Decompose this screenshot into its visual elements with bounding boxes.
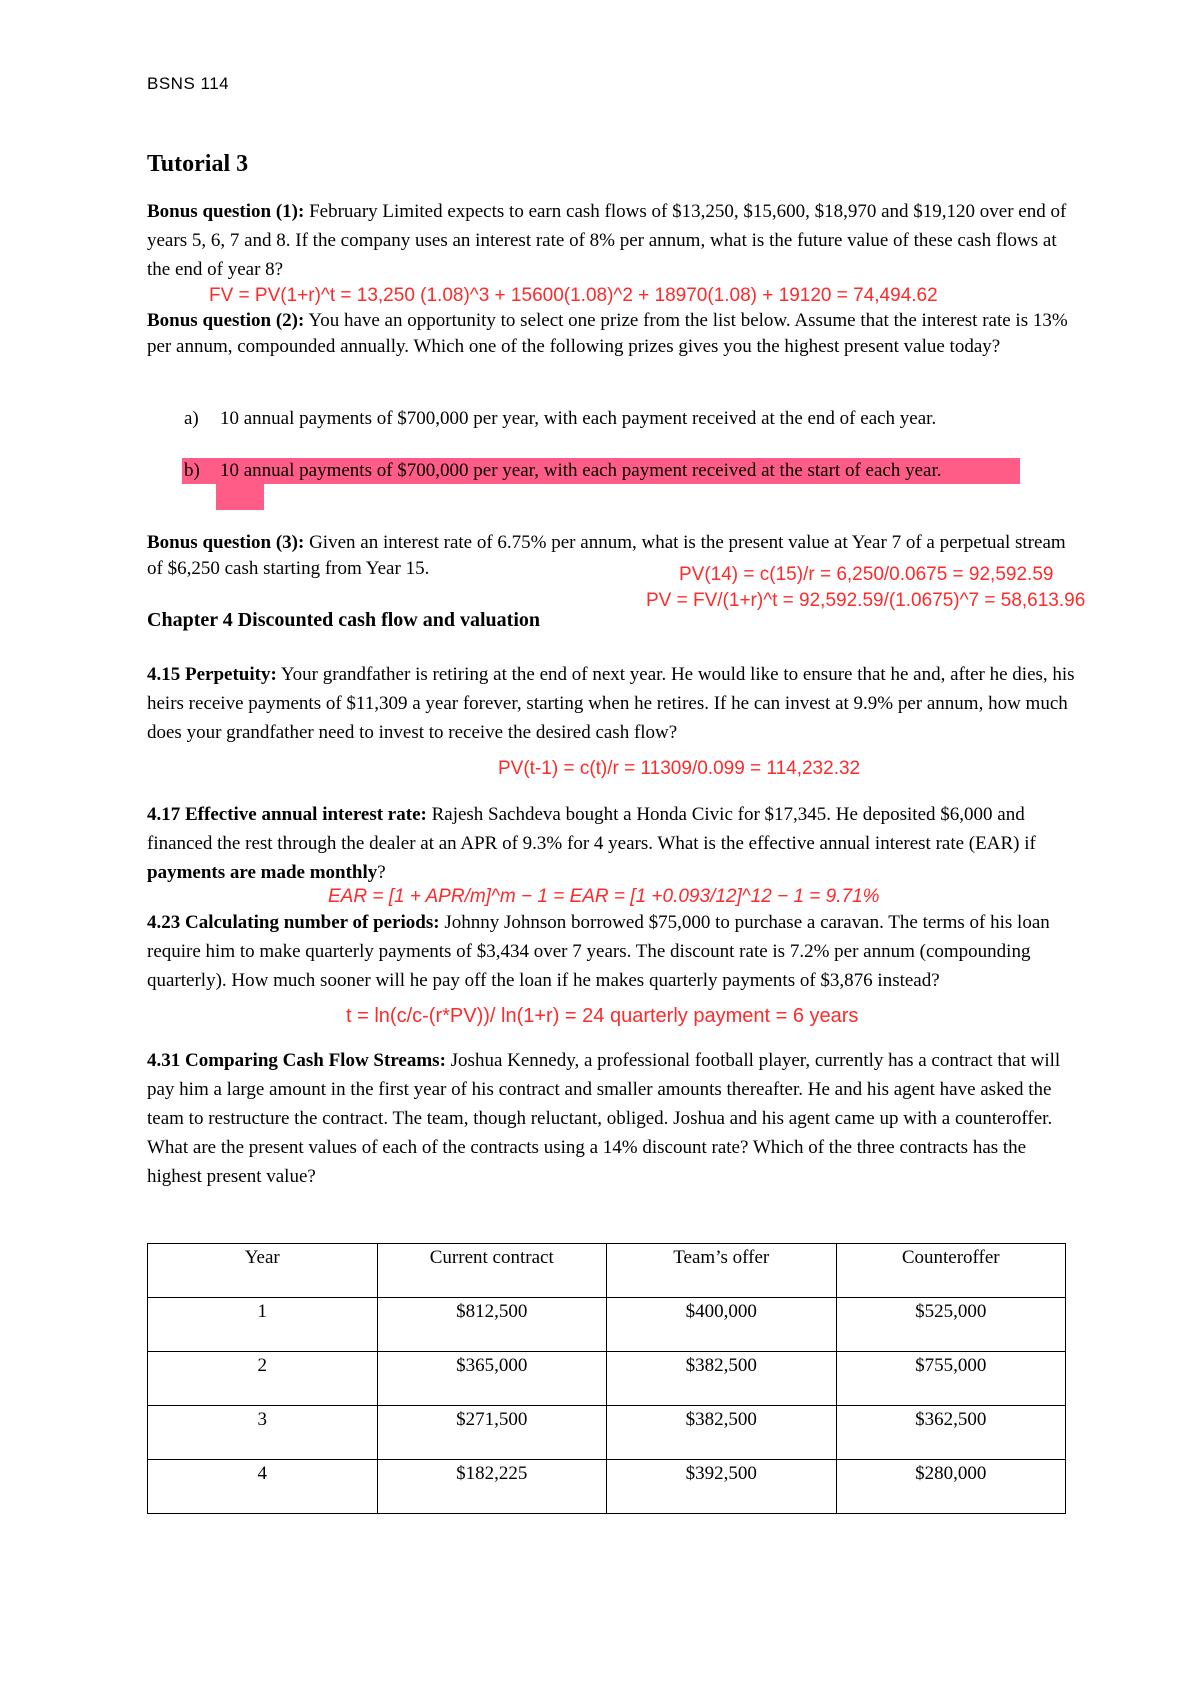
chapter-heading: Chapter 4 Discounted cash flow and valuation bbox=[147, 609, 541, 631]
question-4-23-answer: t = ln(c/c-(r*PV))/ ln(1+r) = 24 quarterly payment = 6 years bbox=[346, 1005, 859, 1027]
contracts-table bbox=[147, 1243, 1066, 1514]
table-cell: $271,500 bbox=[377, 1406, 607, 1460]
question-4-31-label: 4.31 Comparing Cash Flow Streams: bbox=[147, 1050, 446, 1071]
table-cell: $365,000 bbox=[377, 1352, 607, 1406]
bonus-3-answer-2: PV = FV/(1+r)^t = 92,592.59/(1.0675)^7 = 58,613.96 bbox=[646, 590, 1086, 611]
table-cell: $182,225 bbox=[377, 1460, 607, 1514]
bonus-question-1 bbox=[147, 197, 1082, 284]
option-b-highlight-line2 bbox=[216, 484, 264, 510]
question-4-17-text: Rajesh Sachdeva bought a Honda Civic for $17,345. He deposited $6,000 and financed the rest through the dealer at an APR of 9.3% for 4 years. What is the effective annual interest rate (EAR) if bbox=[147, 804, 1036, 854]
question-4-15-answer: PV(t-1) = c(t)/r = 11309/0.099 = 114,232.32 bbox=[498, 758, 861, 779]
table-cell: $525,000 bbox=[836, 1298, 1066, 1352]
option-a-label: a) bbox=[184, 408, 199, 429]
question-4-23-label: 4.23 Calculating number of periods: bbox=[147, 912, 440, 933]
bonus-1-answer: FV = PV(1+r)^t = 13,250 (1.08)^3 + 15600(1.08)^2 + 18970(1.08) + 19120 = 74,494.62 bbox=[209, 285, 938, 306]
bonus-question-3-label: Bonus question (3): bbox=[147, 532, 305, 553]
course-code: BSNS 114 bbox=[147, 74, 230, 93]
table-header-row bbox=[148, 1244, 1066, 1298]
question-4-31-text: Joshua Kennedy, a professional football player, currently has a contract that will pay him a large amount in the first year of his contract and smaller amounts thereafter. He and his agent have asked the team to restructure the contract. The team, though reluctant, obliged. Joshua and his agent came up with a counteroffer. What are the present values of each of the contracts using a 14% discount rate? Which of the three contracts has the highest present value? bbox=[147, 1050, 1061, 1187]
question-4-23 bbox=[147, 908, 1082, 995]
question-4-17-end: ? bbox=[377, 862, 386, 883]
question-4-15-label: 4.15 Perpetuity: bbox=[147, 664, 277, 685]
question-4-17 bbox=[147, 800, 1082, 887]
table-header-cell: Current contract bbox=[377, 1244, 607, 1298]
table-cell: 3 bbox=[148, 1406, 378, 1460]
table-row bbox=[148, 1460, 1066, 1514]
question-4-15-text: Your grandfather is retiring at the end of next year. He would like to ensure that he and, after he dies, his heirs receive payments of $11,309 a year forever, starting when he retires. If he can invest at 9.9% per annum, how much does your grandfather need to invest to receive the desired cash flow? bbox=[147, 664, 1075, 743]
table-cell: $382,500 bbox=[607, 1352, 837, 1406]
bonus-question-2-label: Bonus question (2): bbox=[147, 310, 305, 331]
question-4-23-text: Johnny Johnson borrowed $75,000 to purchase a caravan. The terms of his loan require him to make quarterly payments of $3,434 over 7 years. The discount rate is 7.2% per annum (compounding quarterly). How much sooner will he pay off the loan if he makes quarterly payments of $3,876 instead? bbox=[147, 912, 1050, 991]
question-4-17-answer: EAR = [1 + APR/m]^m − 1 = EAR = [1 +0.093/12]^12 − 1 = 9.71% bbox=[328, 886, 880, 907]
table-row bbox=[148, 1298, 1066, 1352]
table-cell: $362,500 bbox=[836, 1406, 1066, 1460]
question-4-31 bbox=[147, 1046, 1082, 1191]
page-title: Tutorial 3 bbox=[147, 151, 249, 177]
table-cell: $392,500 bbox=[607, 1460, 837, 1514]
table-cell: $382,500 bbox=[607, 1406, 837, 1460]
option-b-text: 10 annual payments of $700,000 per year, with each payment received at the start of each year. bbox=[220, 460, 942, 481]
bonus-3-answer-1: PV(14) = c(15)/r = 6,250/0.0675 = 92,592.59 bbox=[679, 564, 1054, 585]
table-cell: $755,000 bbox=[836, 1352, 1066, 1406]
bonus-question-1-text: February Limited expects to earn cash flows of $13,250, $15,600, $18,970 and $19,120 over end of years 5, 6, 7 and 8. If the company uses an interest rate of 8% per annum, what is the future value of these cash flows at the end of year 8? bbox=[147, 201, 1067, 280]
question-4-17-label: 4.17 Effective annual interest rate: bbox=[147, 804, 427, 825]
table-header-cell: Counteroffer bbox=[836, 1244, 1066, 1298]
table-cell: $280,000 bbox=[836, 1460, 1066, 1514]
bonus-question-1-label: Bonus question (1): bbox=[147, 201, 305, 222]
bonus-question-2 bbox=[147, 308, 1082, 360]
option-b-label: b) bbox=[184, 460, 200, 481]
table-cell: $812,500 bbox=[377, 1298, 607, 1352]
table-cell: 4 bbox=[148, 1460, 378, 1514]
table-header-cell: Team’s offer bbox=[607, 1244, 837, 1298]
table-row bbox=[148, 1406, 1066, 1460]
table-row bbox=[148, 1352, 1066, 1406]
option-a-text: 10 annual payments of $700,000 per year, with each payment received at the end of each year. bbox=[220, 408, 937, 429]
question-4-17-bold-end: payments are made monthly bbox=[147, 862, 378, 883]
table-cell: 1 bbox=[148, 1298, 378, 1352]
table-cell: 2 bbox=[148, 1352, 378, 1406]
table-cell: $400,000 bbox=[607, 1298, 837, 1352]
bonus-question-3-text: Given an interest rate of 6.75% per annum, what is the present value at Year 7 of a perpetual stream of $6,250 cash starting from Year 15. bbox=[147, 532, 1066, 579]
question-4-15 bbox=[147, 660, 1082, 747]
bonus-question-2-text: You have an opportunity to select one prize from the list below. Assume that the interest rate is 13% per annum, compounded annually. Which one of the following prizes gives you the highest present value today? bbox=[147, 310, 1068, 357]
table-header-cell: Year bbox=[148, 1244, 378, 1298]
